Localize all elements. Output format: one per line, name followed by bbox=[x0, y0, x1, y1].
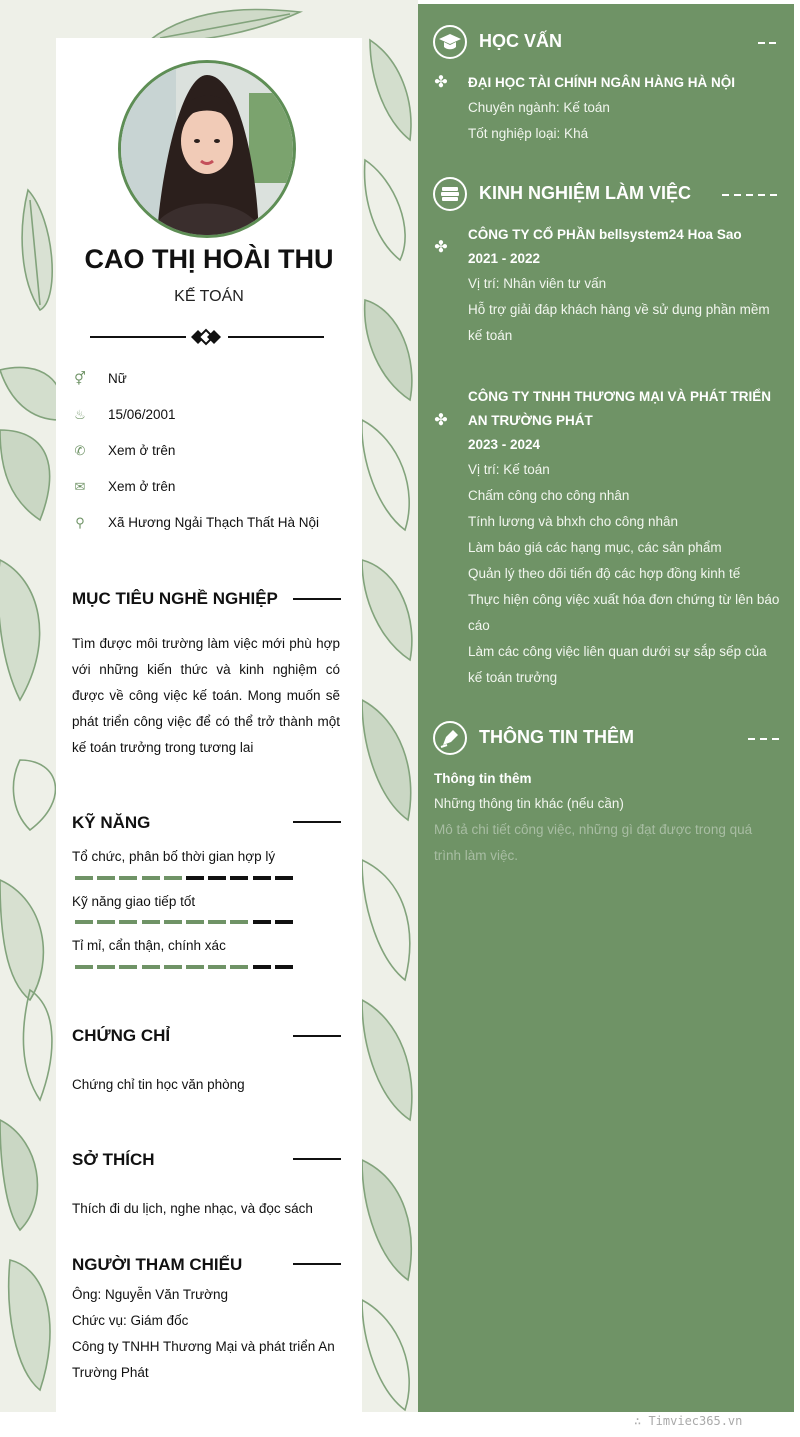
skill-bar-segment bbox=[186, 920, 204, 924]
info-value: Xã Hương Ngải Thạch Thất Hà Nội bbox=[108, 515, 319, 530]
skill-bar-segment bbox=[208, 965, 226, 969]
skill-bar-segment bbox=[97, 965, 115, 969]
extra-heading: Thông tin thêm bbox=[434, 771, 532, 786]
birthday-cake-icon: ♨ bbox=[74, 407, 86, 422]
info-row bbox=[72, 514, 352, 534]
job-1-line: Hỗ trợ giải đáp khách hàng về sử dụng phần mềm kế toán bbox=[468, 302, 770, 343]
skill-bar-segment bbox=[75, 920, 93, 924]
education-title-dash bbox=[758, 42, 780, 44]
skill-bar-segment bbox=[75, 876, 93, 880]
skill-label: Tỉ mỉ, cẩn thận, chính xác bbox=[72, 938, 226, 953]
objective-text: Tìm được môi trường làm việc mới phù hợp với những kiến thức và kinh nghiệm có được về công việc kế toán. Mong muốn sẽ phát triển công việc để có thể trở thành một kế toán trưởng trong tương lai bbox=[72, 636, 340, 755]
skill-bar-segment bbox=[275, 876, 293, 880]
extra-line: Những thông tin khác (nếu cần) bbox=[434, 796, 624, 811]
skill-bar-segment bbox=[230, 965, 248, 969]
experience-title-dash bbox=[722, 194, 780, 196]
skill-bar-segment bbox=[142, 965, 160, 969]
job-2-period: 2023 - 2024 bbox=[468, 437, 541, 452]
job-1-line: Vị trí: Nhân viên tư vấn bbox=[468, 276, 607, 291]
job-2-line: Làm báo giá các hạng mục, các sản phẩm bbox=[468, 540, 722, 555]
skill-label: Kỹ năng giao tiếp tốt bbox=[72, 894, 196, 909]
certificates-text: Chứng chỉ tin học văn phòng bbox=[72, 1077, 245, 1092]
skill-bar-segment bbox=[230, 876, 248, 880]
skill-bar-segment bbox=[230, 920, 248, 924]
info-row bbox=[72, 370, 352, 390]
job-2-line: Tính lương và bhxh cho công nhân bbox=[468, 514, 679, 529]
skill-label: Tổ chức, phân bố thời gian hợp lý bbox=[72, 849, 276, 864]
skills-title: KỸ NĂNG bbox=[72, 813, 151, 832]
skill-bar-segment bbox=[164, 965, 182, 969]
certificates-title: CHỨNG CHỈ bbox=[72, 1026, 171, 1045]
info-value: Xem ở trên bbox=[108, 479, 176, 494]
references-title: NGƯỜI THAM CHIẾU bbox=[72, 1255, 243, 1274]
location-pin-icon: ⚲ bbox=[75, 515, 85, 530]
skill-bar-segment bbox=[142, 876, 160, 880]
clover-bullet-icon: ✤ bbox=[434, 74, 448, 91]
clover-bullet-icon: ✤ bbox=[434, 239, 448, 256]
info-value: Nữ bbox=[108, 371, 127, 386]
books-icon bbox=[433, 177, 467, 211]
skill-bar-segment bbox=[164, 876, 182, 880]
skill-bar-segment bbox=[164, 920, 182, 924]
objective-title-line bbox=[293, 598, 341, 600]
clover-bullet-icon: ✤ bbox=[434, 412, 448, 429]
objective-title: MỤC TIÊU NGHỀ NGHIỆP bbox=[72, 589, 278, 608]
diamond-ornament-icon bbox=[189, 328, 223, 346]
skill-level-bar bbox=[75, 920, 297, 924]
job-1-period: 2021 - 2022 bbox=[468, 251, 541, 266]
skill-bar-segment bbox=[253, 965, 271, 969]
skill-bar-segment bbox=[75, 965, 93, 969]
pen-icon bbox=[433, 721, 467, 755]
job-2-line: Làm các công việc liên quan dưới sự sắp sếp của kế toán trưởng bbox=[468, 644, 767, 685]
skill-bar-segment bbox=[119, 920, 137, 924]
skill-bar-segment bbox=[208, 920, 226, 924]
education-title: HỌC VẤN bbox=[479, 31, 563, 51]
candidate-position: KẾ TOÁN bbox=[174, 288, 244, 305]
name-divider bbox=[90, 328, 324, 346]
skill-bar-segment bbox=[253, 876, 271, 880]
reference-person: Ông: Nguyễn Văn Trường bbox=[72, 1287, 228, 1302]
avatar-portrait-illustration bbox=[121, 63, 293, 235]
education-school: ĐẠI HỌC TÀI CHÍNH NGÂN HÀNG HÀ NỘI bbox=[468, 75, 735, 90]
education-grade: Tốt nghiệp loại: Khá bbox=[468, 126, 589, 141]
hobbies-title: SỞ THÍCH bbox=[72, 1150, 155, 1169]
skill-level-bar bbox=[75, 965, 297, 969]
skill-bar-segment bbox=[119, 965, 137, 969]
skill-bar-segment bbox=[253, 920, 271, 924]
skills-title-line bbox=[293, 821, 341, 823]
info-value: Xem ở trên bbox=[108, 443, 176, 458]
footer-brand: ∴ Timviec365.vn bbox=[634, 1414, 743, 1428]
experience-title: KINH NGHIỆM LÀM VIỆC bbox=[479, 183, 692, 203]
reference-company: Công ty TNHH Thương Mại và phát triển An Trường Phát bbox=[72, 1339, 335, 1380]
certificates-title-line bbox=[293, 1035, 341, 1037]
job-2-line: Quản lý theo dõi tiến độ các hợp đồng kinh tế bbox=[468, 566, 741, 581]
skill-bar-segment bbox=[119, 876, 137, 880]
skill-bar-segment bbox=[208, 876, 226, 880]
hobbies-text: Thích đi du lịch, nghe nhạc, và đọc sách bbox=[72, 1201, 313, 1216]
info-row bbox=[72, 406, 352, 426]
job-2-line: Vị trí: Kế toán bbox=[468, 462, 550, 477]
right-column-panel bbox=[418, 4, 794, 1412]
job-2-company: CÔNG TY TNHH THƯƠNG MẠI VÀ PHÁT TRIỂN AN TRƯỜNG PHÁT bbox=[468, 389, 771, 428]
info-row bbox=[72, 478, 352, 498]
extra-placeholder: Mô tả chi tiết công việc, những gì đạt được trong quá trình làm việc. bbox=[434, 822, 753, 863]
education-major: Chuyên ngành: Kế toán bbox=[468, 100, 610, 115]
candidate-name: CAO THỊ HOÀI THU bbox=[84, 244, 334, 274]
skill-bar-segment bbox=[97, 920, 115, 924]
phone-icon: ✆ bbox=[74, 443, 86, 458]
skill-bar-segment bbox=[275, 965, 293, 969]
skill-level-bar bbox=[75, 876, 297, 880]
extra-title: THÔNG TIN THÊM bbox=[479, 727, 634, 747]
extra-title-dash bbox=[748, 738, 780, 740]
reference-role: Chức vụ: Giám đốc bbox=[72, 1313, 189, 1328]
gender-icon: ⚥ bbox=[74, 371, 86, 386]
job-1-company: CÔNG TY CỔ PHẦN bellsystem24 Hoa Sao bbox=[468, 227, 742, 242]
hobbies-title-line bbox=[293, 1158, 341, 1160]
skill-bar-segment bbox=[142, 920, 160, 924]
avatar bbox=[118, 60, 296, 238]
references-title-line bbox=[293, 1263, 341, 1265]
info-row bbox=[72, 442, 352, 462]
skill-bar-segment bbox=[275, 920, 293, 924]
job-2-line: Thực hiện công việc xuất hóa đơn chứng từ lên báo cáo bbox=[468, 592, 780, 633]
job-2-line: Chấm công cho công nhân bbox=[468, 488, 630, 503]
skill-bar-segment bbox=[97, 876, 115, 880]
skill-bar-segment bbox=[186, 965, 204, 969]
envelope-icon: ✉ bbox=[74, 479, 86, 494]
info-value: 15/06/2001 bbox=[108, 407, 176, 422]
graduation-cap-icon bbox=[433, 25, 467, 59]
skill-bar-segment bbox=[186, 876, 204, 880]
